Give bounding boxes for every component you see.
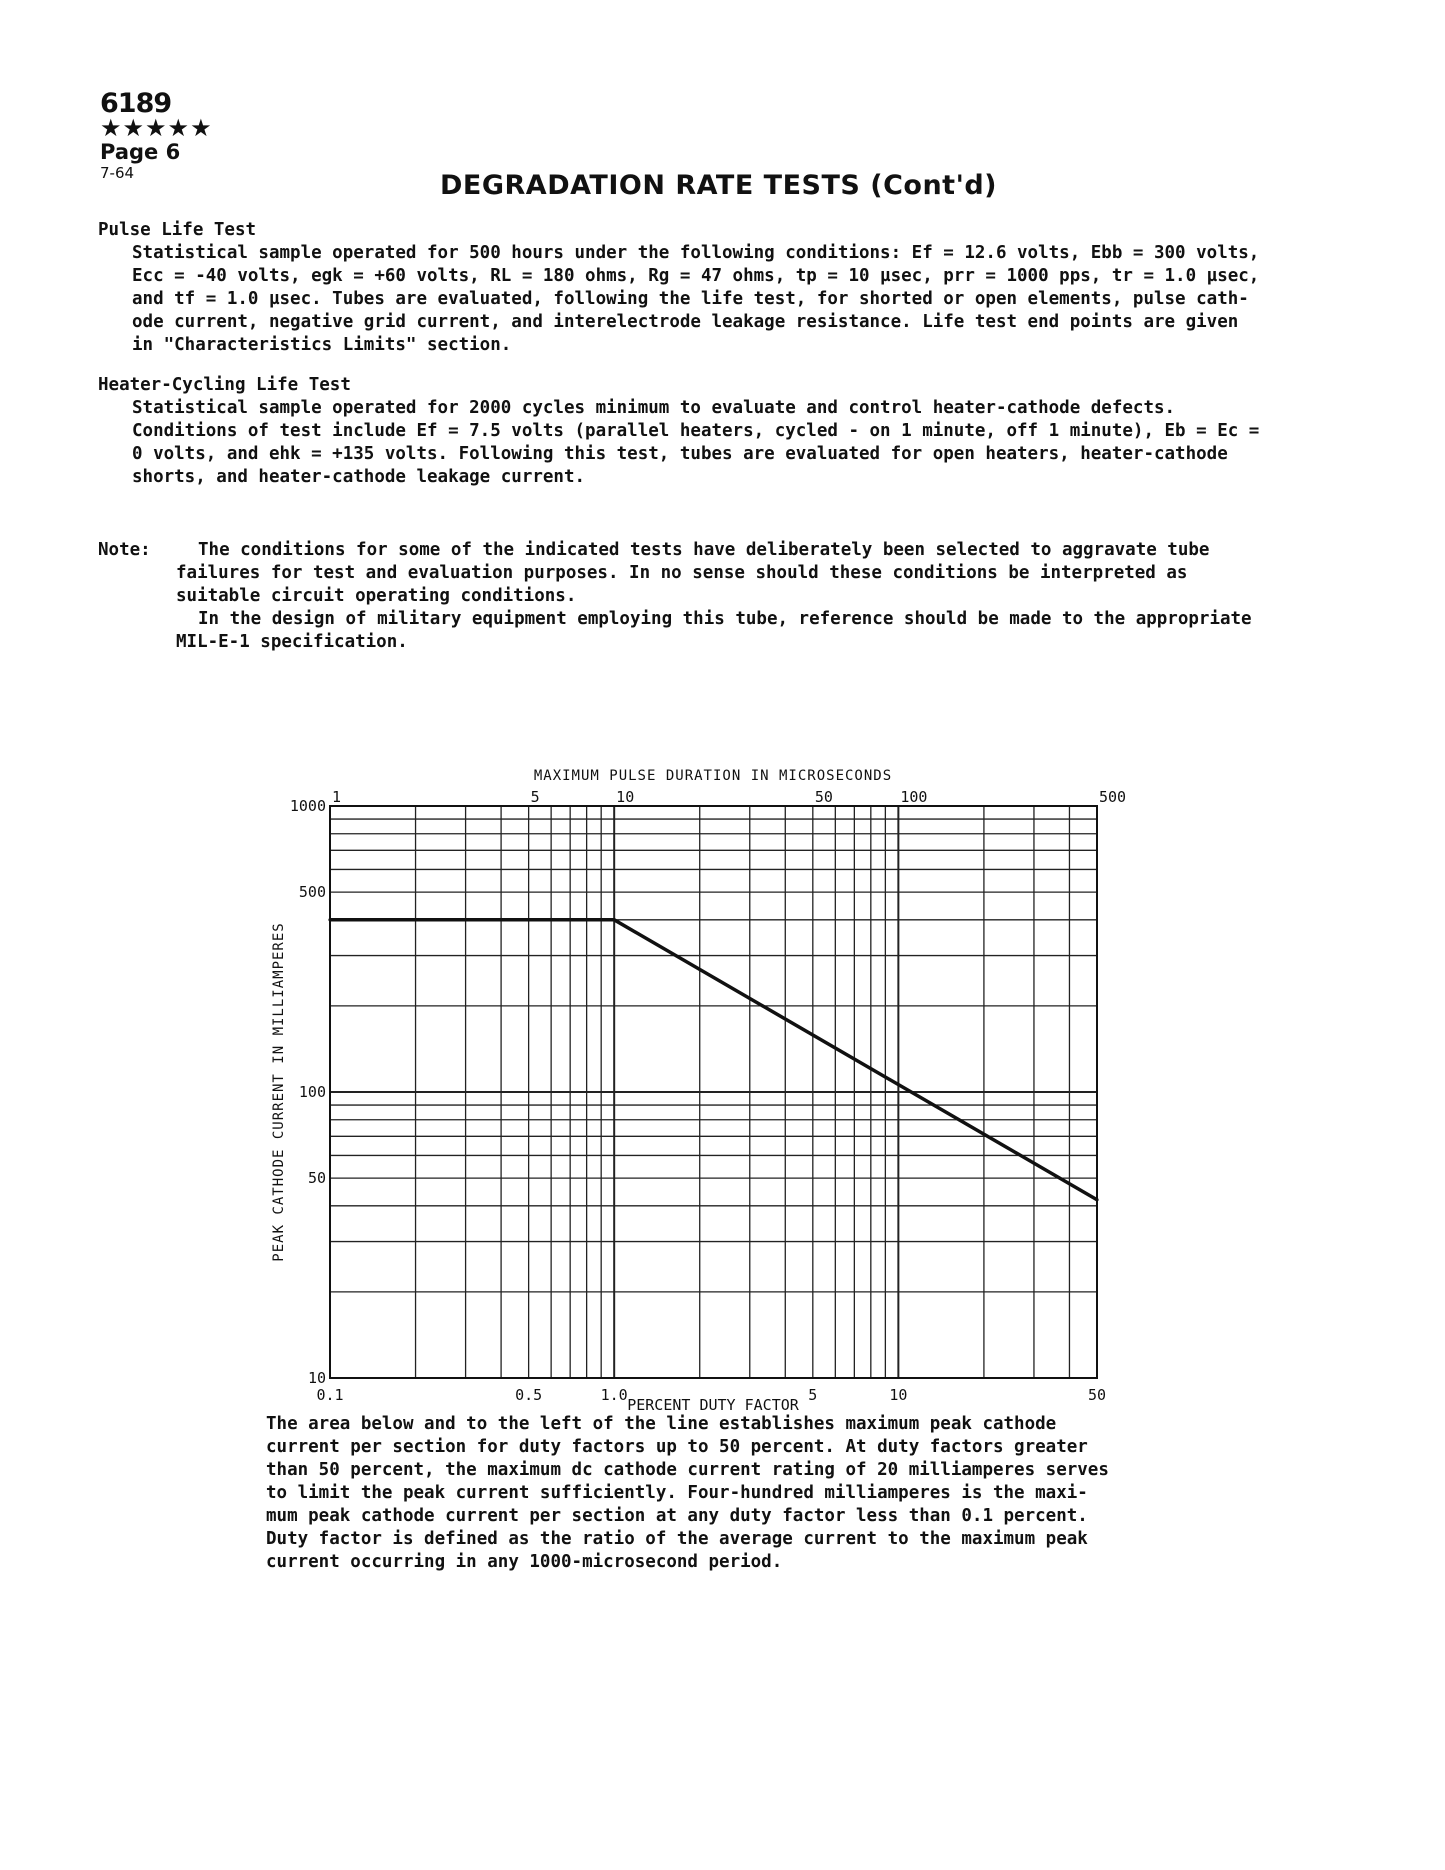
y-tick-label: 50 — [307, 1169, 326, 1188]
top-axis-label: MAXIMUM PULSE DURATION IN MICROSECONDS — [533, 768, 893, 784]
limit-line — [330, 920, 1097, 1200]
text-line: Statistical sample operated for 500 hours under the following conditions: Ef = 12.6 volts, Ebb = 300 volts, — [132, 243, 1260, 263]
text-line: The conditions for some of the indicated tests have deliberately been selected to aggravate tube — [198, 540, 1210, 560]
text-line: current per section for duty factors up to 50 percent. At duty factors greater — [266, 1437, 1088, 1457]
top-tick-label: 500 — [1099, 788, 1127, 806]
data-point — [328, 918, 331, 921]
text-line: than 50 percent, the maximum dc cathode current rating of 20 milliamperes serves — [266, 1460, 1109, 1480]
text-line: shorts, and heater-cathode leakage current. — [132, 467, 586, 487]
data-point — [1095, 1198, 1098, 1201]
text-line: suitable circuit operating conditions. — [176, 586, 577, 606]
page-title: DEGRADATION RATE TESTS (Cont'd) — [440, 170, 998, 201]
text-line: and tf = 1.0 µsec. Tubes are evaluated, following the life test, for shorted or open elements, pulse cath- — [132, 289, 1249, 309]
text-line: The area below and to the left of the line establishes maximum peak cathode — [266, 1414, 1057, 1434]
rating-stars: ★★★★★ — [100, 114, 213, 142]
note-label: Note: — [98, 540, 151, 560]
data-point — [613, 918, 616, 921]
top-tick-label: 100 — [900, 788, 928, 806]
y-tick-label: 1000 — [289, 797, 326, 815]
x-tick-label: 10 — [889, 1386, 908, 1404]
text-line: mum peak cathode current per section at any duty factor less than 0.1 percent. — [266, 1506, 1088, 1526]
top-tick-label: 10 — [616, 788, 635, 806]
chart-caption — [266, 1413, 1109, 1574]
text-line: in "Characteristics Limits" section. — [132, 335, 512, 355]
text-line: In the design of military equipment employing this tube, reference should be made to the appropriate — [198, 609, 1252, 629]
x-tick-label: 0.5 — [515, 1386, 543, 1404]
x-axis-label: PERCENT DUTY FACTOR — [627, 1396, 799, 1414]
x-tick-label: 50 — [1087, 1386, 1107, 1404]
top-tick-label: 50 — [814, 788, 833, 806]
text-line: failures for test and evaluation purposes. In no sense should these conditions be interpreted as — [176, 563, 1188, 583]
text-line: to limit the peak current sufficiently. Four-hundred milliamperes is the maxi- — [266, 1483, 1088, 1503]
top-tick-label: 5 — [530, 788, 540, 806]
text-line: current occurring in any 1000-microsecond period. — [266, 1552, 783, 1572]
page-label: Page 6 — [100, 140, 181, 164]
date-code: 7-64 — [100, 164, 135, 182]
tube-number: 6189 — [100, 88, 172, 119]
y-tick-label: 500 — [298, 883, 326, 902]
x-tick-label: 0.1 — [316, 1386, 344, 1404]
pulse-life-test-heading: Pulse Life Test — [98, 220, 257, 240]
top-tick-label: 1 — [332, 788, 342, 806]
text-line: Conditions of test include Ef = 7.5 volts (parallel heaters, cycled - on 1 minute, off 1 minute), Eb = Ec = — [132, 421, 1260, 441]
chart-grid — [330, 806, 1097, 1378]
heater-cycling-test-heading: Heater-Cycling Life Test — [98, 375, 351, 395]
text-line: Ecc = -40 volts, egk = +60 volts, RL = 180 ohms, Rg = 47 ohms, tp = 10 µsec, prr = 1000 pps, tr = 1.0 µsec, — [132, 266, 1260, 286]
y-axis-label: PEAK CATHODE CURRENT IN MILLIAMPERES — [271, 922, 287, 1262]
y-tick-label: 10 — [307, 1369, 326, 1387]
chart-series — [328, 918, 1098, 1201]
text-line: Duty factor is defined as the ratio of the average current to the maximum peak — [266, 1529, 1088, 1549]
x-tick-label: 1.0 — [600, 1386, 628, 1404]
y-tick-label: 100 — [298, 1083, 326, 1101]
text-line: MIL-E-1 specification. — [176, 632, 408, 652]
x-tick-label: 5 — [808, 1386, 818, 1404]
text-line: ode current, negative grid current, and interelectrode leakage resistance. Life test end points are given — [132, 312, 1239, 332]
text-line: Statistical sample operated for 2000 cycles minimum to evaluate and control heater-cathode defects. — [132, 398, 1176, 418]
text-line: 0 volts, and ehk = +135 volts. Following this test, tubes are evaluated for open heaters, heater-cathode — [132, 444, 1228, 464]
